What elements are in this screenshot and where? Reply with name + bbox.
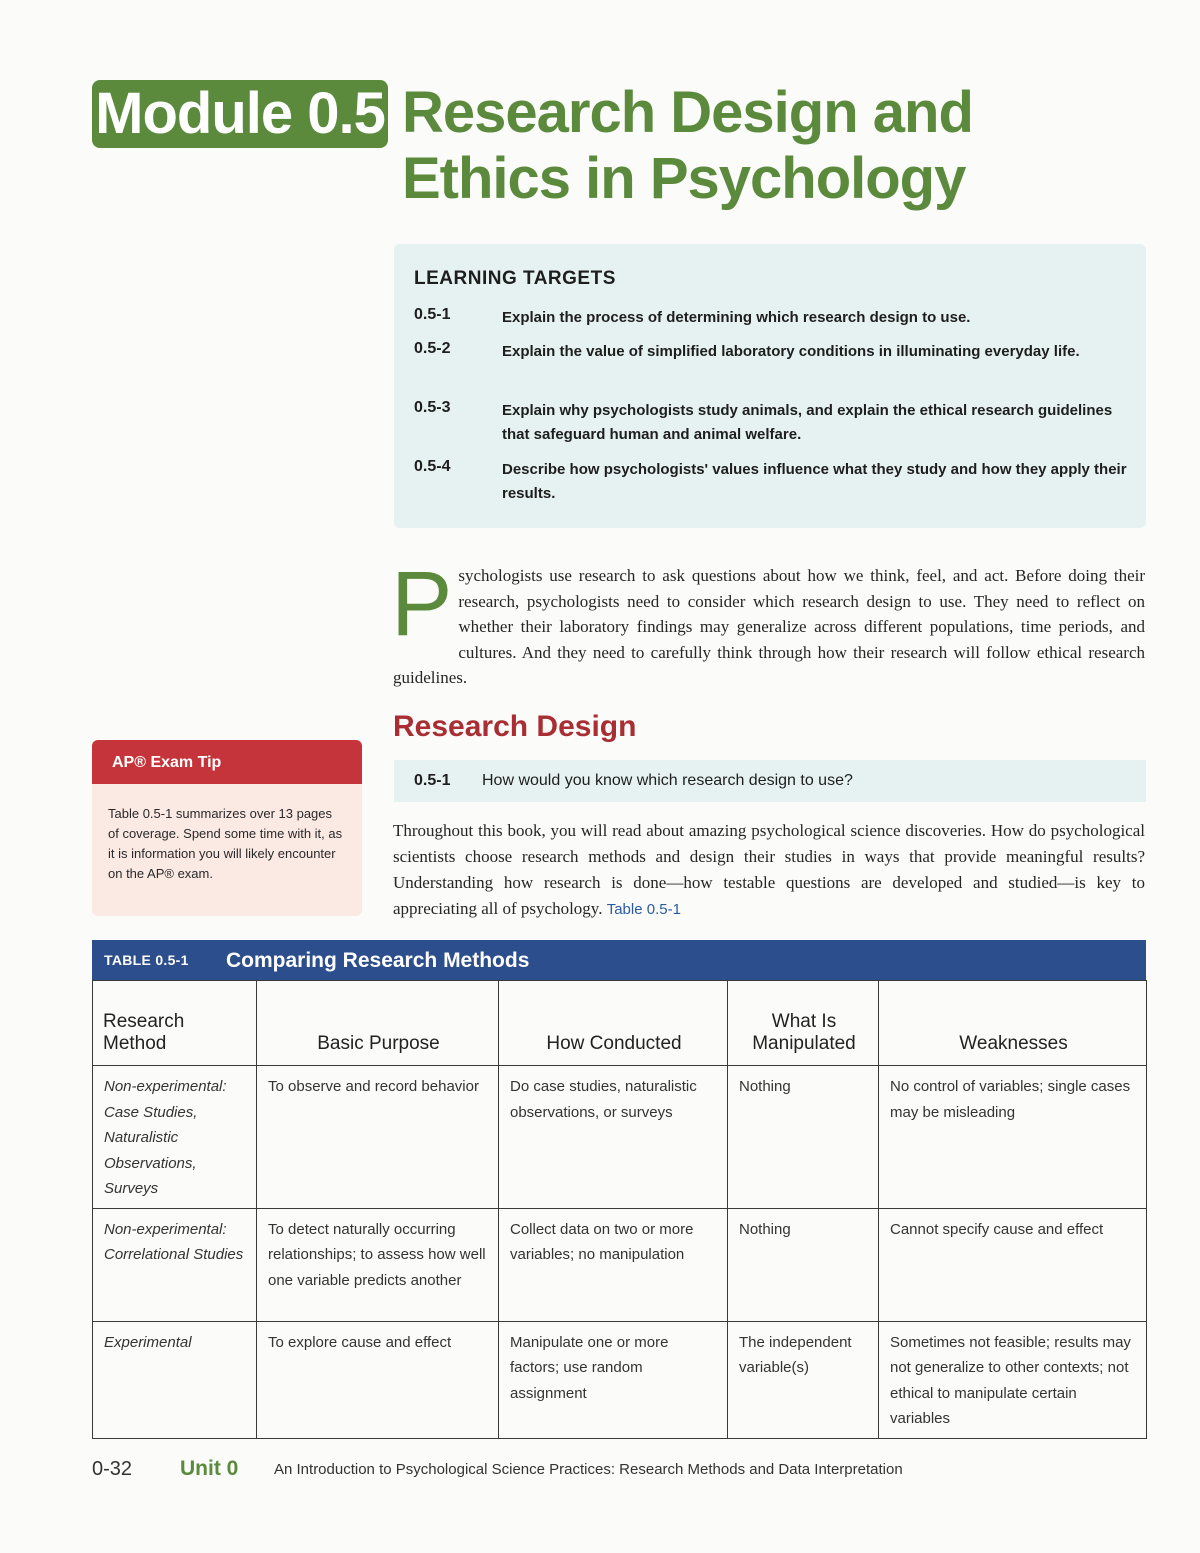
focus-question-text: How would you know which research design to use? bbox=[482, 772, 853, 789]
table-cell: The independent variable(s) bbox=[728, 1321, 879, 1438]
exam-tip-title: AP® Exam Tip bbox=[92, 740, 362, 784]
column-header: What Is Manipulated bbox=[728, 981, 879, 1066]
learning-target-text: Explain the process of determining which research design to use. bbox=[502, 309, 971, 326]
column-header: How Conducted bbox=[499, 981, 728, 1066]
table-cell: Nothing bbox=[728, 1208, 879, 1321]
table-row bbox=[93, 1321, 1147, 1438]
intro-text: sychologists use research to ask questions about how we think, feel, and act. Before doing their research, psychologists need to consider which research design to use. They need to reflect on whether their laboratory findings may generalize across different populations, time periods, and cultures. And they need to carefully think through how their research will follow ethical research guidelines. bbox=[393, 566, 1145, 687]
body-paragraph bbox=[393, 818, 1145, 923]
column-header: Research Method bbox=[93, 981, 257, 1066]
table-header-row bbox=[93, 981, 1147, 1066]
table-cell: To detect naturally occurring relationships; to assess how well one variable predicts another bbox=[257, 1208, 499, 1321]
table-cell: Non-experimental: Case Studies, Naturalistic Observations, Surveys bbox=[93, 1066, 257, 1209]
column-header: Weaknesses bbox=[879, 981, 1147, 1066]
table-label: TABLE 0.5-1 bbox=[104, 952, 189, 968]
table-row bbox=[93, 1208, 1147, 1321]
learning-target-number: 0.5-3 bbox=[414, 399, 451, 416]
table-cell: To explore cause and effect bbox=[257, 1321, 499, 1438]
table-reference-link[interactable]: Table 0.5-1 bbox=[606, 901, 681, 918]
intro-paragraph bbox=[391, 553, 1145, 691]
module-badge: Module 0.5 bbox=[92, 80, 388, 148]
table-row bbox=[93, 1066, 1147, 1209]
learning-target-text: Explain why psychologists study animals, and explain the ethical research guidelines that safeguard human and animal welfare. bbox=[502, 402, 1113, 443]
page-number: 0-32 bbox=[92, 1458, 133, 1480]
table-cell: Manipulate one or more factors; use random assignment bbox=[499, 1321, 728, 1438]
learning-targets-box bbox=[394, 244, 1146, 528]
table-cell: To observe and record behavior bbox=[257, 1066, 499, 1209]
learning-target-text: Describe how psychologists' values influence what they study and how they apply their results. bbox=[502, 461, 1127, 502]
section-heading: Research Design bbox=[393, 710, 637, 743]
table-cell: Experimental bbox=[93, 1321, 257, 1438]
learning-target-number: 0.5-1 bbox=[414, 306, 451, 323]
learning-targets-heading: LEARNING TARGETS bbox=[414, 268, 616, 289]
module-title bbox=[402, 80, 1162, 212]
table-cell: Non-experimental: Correlational Studies bbox=[93, 1208, 257, 1321]
table-cell: Cannot specify cause and effect bbox=[879, 1208, 1147, 1321]
module-title-line-2: Ethics in Psychology bbox=[402, 146, 966, 211]
unit-label: Unit 0 bbox=[180, 1457, 239, 1480]
table-cell: Sometimes not feasible; results may not generalize to other contexts; not ethical to manipulate certain variables bbox=[879, 1321, 1147, 1438]
table-cell: Nothing bbox=[728, 1066, 879, 1209]
learning-target-number: 0.5-2 bbox=[414, 340, 451, 357]
exam-tip-box bbox=[92, 740, 362, 916]
table-cell: Collect data on two or more variables; no manipulation bbox=[499, 1208, 728, 1321]
column-header: Basic Purpose bbox=[257, 981, 499, 1066]
drop-cap: P bbox=[391, 553, 453, 655]
learning-target-text: Explain the value of simplified laboratory conditions in illuminating everyday life. bbox=[502, 343, 1080, 360]
table-cell: Do case studies, naturalistic observations, or surveys bbox=[499, 1066, 728, 1209]
table-caption-bar bbox=[92, 940, 1146, 980]
focus-question-number: 0.5-1 bbox=[414, 772, 451, 789]
learning-target-number: 0.5-4 bbox=[414, 458, 451, 475]
page-footer bbox=[92, 1458, 1146, 1484]
table-title: Comparing Research Methods bbox=[226, 949, 530, 972]
focus-question bbox=[394, 760, 1146, 802]
research-methods-table bbox=[92, 980, 1147, 1439]
running-footer-text: An Introduction to Psychological Science Practices: Research Methods and Data Interpretation bbox=[274, 1461, 903, 1478]
body-text: Throughout this book, you will read about amazing psychological science discoveries. How do psychological scientists choose research methods and design their studies in ways that provide meaningful results? Understanding how research is done—how testable questions are developed and studied—is key to appreciating all of psychology. bbox=[393, 821, 1145, 918]
table-cell: No control of variables; single cases may be misleading bbox=[879, 1066, 1147, 1209]
module-title-line-1: Research Design and bbox=[402, 80, 973, 145]
exam-tip-body: Table 0.5-1 summarizes over 13 pages of coverage. Spend some time with it, as it is information you will likely encounter on the AP® exam. bbox=[108, 806, 343, 881]
